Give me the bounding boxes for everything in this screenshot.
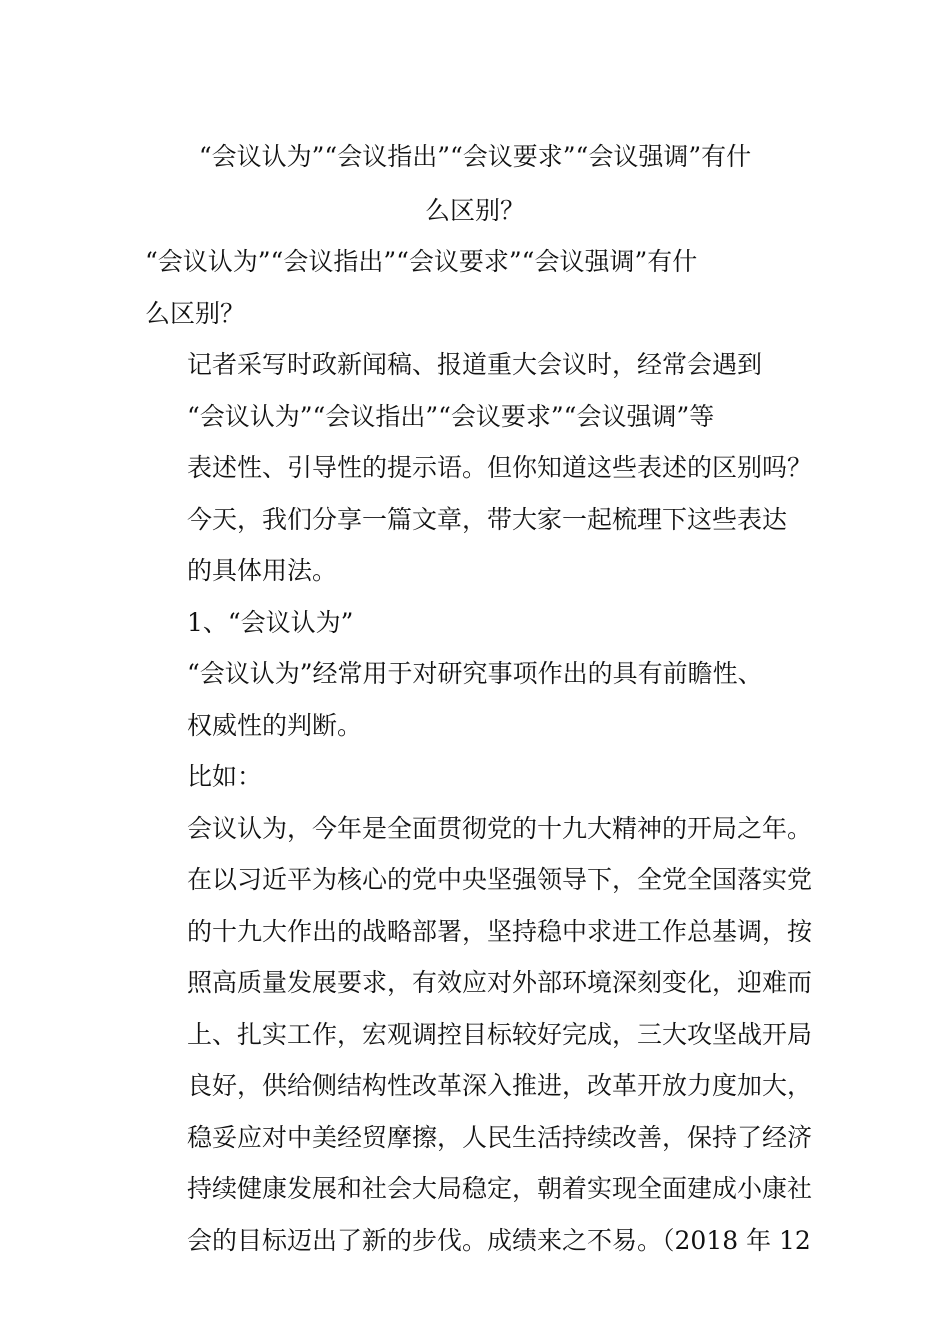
body-paragraph [145, 751, 835, 803]
paragraph-line: 在以习近平为核心的党中央坚强领导下，全党全国落实党 [187, 865, 813, 894]
paragraph-line: 会的目标迈出了新的步伐。成绩来之不易。（2018 年 12 [187, 1225, 811, 1255]
body-paragraph [145, 494, 835, 597]
paragraph-line: “会议认为”“会议指出”“会议要求”“会议强调”有什 [145, 247, 698, 276]
paragraph-line: 会议认为，今年是全面贯彻党的十九大精神的开局之年。 [187, 813, 813, 843]
body-paragraph [145, 648, 835, 751]
paragraph-line: 么区别？ [145, 298, 246, 328]
paragraph-line: 稳妥应对中美经贸摩擦，人民生活持续改善，保持了经济 [187, 1122, 813, 1152]
body-paragraph [145, 236, 835, 339]
paragraph-line: 1、“会议认为” [187, 607, 354, 637]
paragraph-line: “会议认为”经常用于对研究事项作出的具有前瞻性、 [187, 659, 763, 688]
paragraph-line: 的十九大作出的战略部署，坚持稳中求进工作总基调，按 [187, 916, 813, 946]
paragraph-line: 比如： [187, 762, 263, 791]
paragraph-line: 记者采写时政新闻稿、报道重大会议时，经常会遇到 [187, 350, 763, 379]
paragraph-line: “会议认为”“会议指出”“会议要求”“会议强调”等 [187, 401, 715, 431]
paragraph-line: 上、扎实工作，宏观调控目标较好完成，三大攻坚战开局 [187, 1019, 813, 1049]
paragraph-line: 照高质量发展要求，有效应对外部环境深刻变化，迎难而 [187, 968, 813, 997]
paragraph-line: 权威性的判断。 [187, 710, 363, 740]
body-paragraph [145, 597, 835, 649]
document-title: “会议认为”“会议指出”“会议要求”“会议强调”有什 么区别？ [198, 142, 752, 225]
paragraph-line: 表述性、引导性的提示语。但你知道这些表述的区别吗？ [187, 453, 813, 482]
document-body [145, 236, 835, 1266]
paragraph-line: 持续健康发展和社会大局稳定，朝着实现全面建成小康社 [187, 1174, 813, 1203]
body-paragraph [145, 803, 835, 1267]
paragraph-line: 的具体用法。 [187, 556, 338, 585]
paragraph-line: 良好，供给侧结构性改革深入推进，改革开放力度加大， [187, 1071, 813, 1100]
body-paragraph [145, 339, 835, 494]
paragraph-line: 今天，我们分享一篇文章，带大家一起梳理下这些表达 [187, 504, 788, 534]
